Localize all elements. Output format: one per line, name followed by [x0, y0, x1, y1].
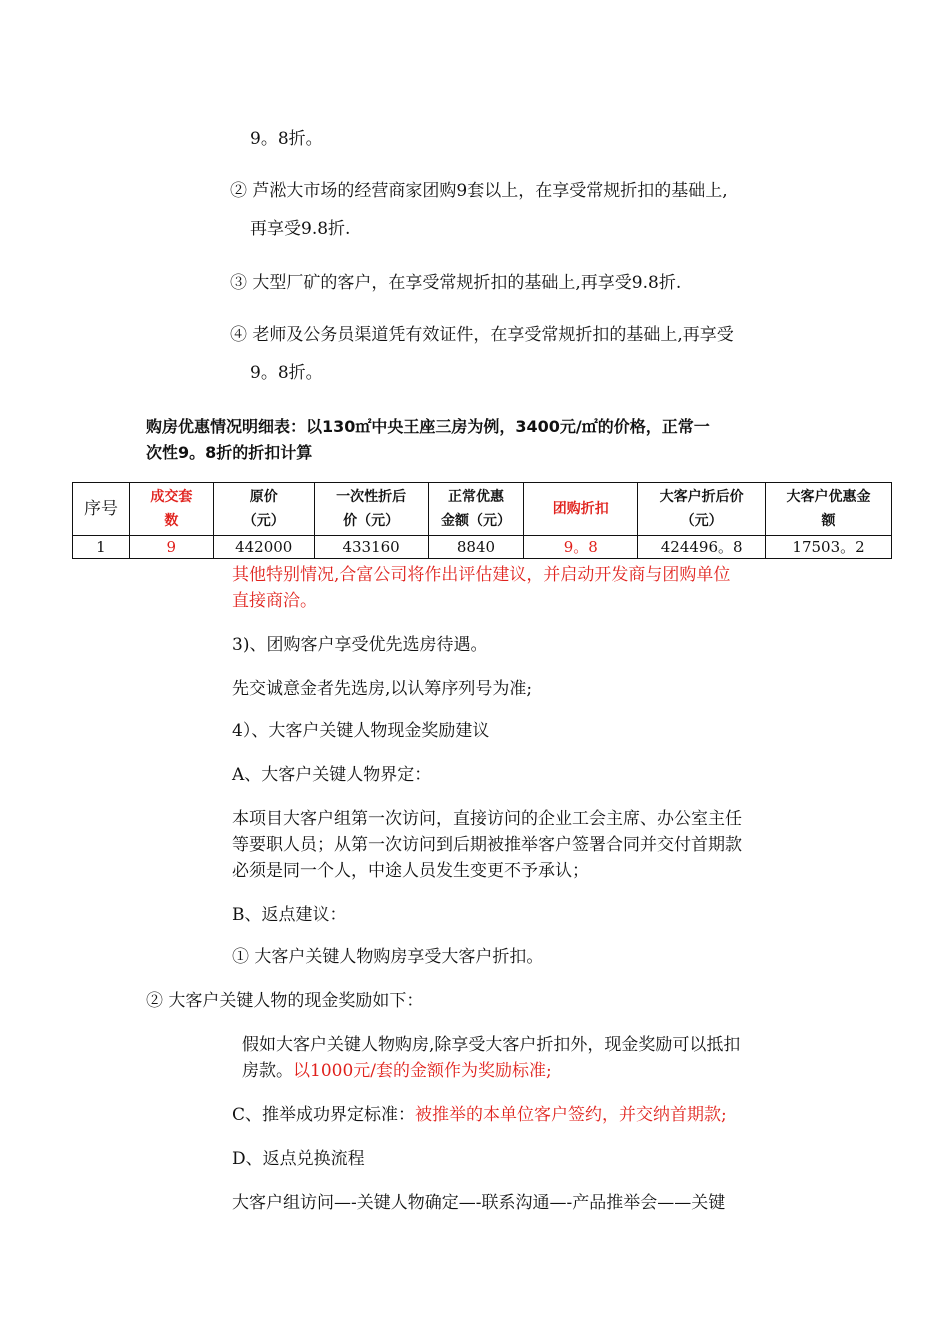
header-normal-discount: 正常优惠 金额（元）	[428, 483, 524, 536]
cell-normal-discount: 8840	[428, 536, 524, 559]
cell-deal-count: 9	[129, 536, 213, 559]
key-person-definition-line-1: 本项目大客户组第一次访问，直接访问的企业工会主席、办公室主任	[232, 809, 742, 829]
key-person-definition-heading: A、大客户关键人物界定：	[232, 765, 432, 785]
cell-index: 1	[73, 536, 130, 559]
reward-standard-text: 以1000元/套的金额作为奖励标准;	[293, 1061, 552, 1081]
reward-detail-line-2	[242, 1058, 552, 1084]
rebate-suggestion-heading: B、返点建议：	[232, 905, 347, 925]
cell-one-time-price: 433160	[314, 536, 428, 559]
cell-vip-discount-amount: 17503。2	[766, 536, 892, 559]
redemption-process-heading: D、返点兑换流程	[232, 1149, 365, 1169]
table-title-line-2: 次性9。8折的折扣计算	[146, 443, 313, 462]
cash-reward-heading: 4）、大客户关键人物现金奖励建议	[232, 721, 490, 741]
header-index: 序号	[73, 483, 130, 536]
header-vip-price: 大客户折后价 （元）	[638, 483, 766, 536]
table-header-row	[73, 483, 892, 536]
priority-selection-rule: 先交诚意金者先选房,以认筹序列号为准;	[232, 679, 533, 699]
cell-group-discount: 9。8	[524, 536, 638, 559]
header-original-price: 原价 （元）	[213, 483, 314, 536]
discount-item-4: ④ 老师及公务员渠道凭有效证件，在享受常规折扣的基础上,再享受	[230, 325, 734, 345]
rebate-item-2: ② 大客户关键人物的现金奖励如下：	[146, 991, 424, 1011]
key-person-definition-line-2: 等要职人员；从第一次访问到后期被推举客户签署合同并交付首期款	[232, 835, 742, 855]
special-note-line-1: 其他特别情况,合富公司将作出评估建议，并启动开发商与团购单位	[232, 565, 731, 585]
discount-item-2-continued: 再享受9.8折.	[250, 219, 351, 239]
success-criteria-value: 被推举的本单位客户签约，并交纳首期款;	[415, 1105, 727, 1125]
cell-vip-price: 424496。8	[638, 536, 766, 559]
redemption-process-flow: 大客户组访问—-关键人物确定—-联系沟通—-产品推举会——关键	[232, 1193, 726, 1213]
header-deal-count: 成交套 数	[129, 483, 213, 536]
rebate-item-1: ① 大客户关键人物购房享受大客户折扣。	[232, 947, 544, 967]
discount-item-4-continued: 9。8折。	[250, 363, 323, 383]
reward-detail-text: 房款。	[242, 1061, 293, 1081]
success-criteria-line	[232, 1102, 727, 1128]
table-title-line-1: 购房优惠情况明细表：以130㎡中央王座三房为例，3400元/㎡的价格，正常一	[146, 417, 710, 436]
cell-original-price: 442000	[213, 536, 314, 559]
success-criteria-label: C、推举成功界定标准：	[232, 1105, 416, 1125]
header-one-time-price: 一次性折后 价（元）	[314, 483, 428, 536]
discount-item-2: ② 芦淞大市场的经营商家团购9套以上，在享受常规折扣的基础上,	[230, 181, 728, 201]
header-vip-discount-amount: 大客户优惠金 额	[766, 483, 892, 536]
priority-selection-heading: 3)、团购客户享受优先选房待遇。	[232, 635, 488, 655]
reward-detail-line-1: 假如大客户关键人物购房,除享受大客户折扣外，现金奖励可以抵扣	[242, 1035, 741, 1055]
discount-item-3: ③ 大型厂矿的客户，在享受常规折扣的基础上,再享受9.8折.	[230, 273, 682, 293]
discount-table	[72, 482, 892, 559]
header-group-discount: 团购折扣	[524, 483, 638, 536]
discount-line-1-continued: 9。8折。	[250, 129, 323, 149]
table-row	[73, 536, 892, 559]
special-note-line-2: 直接商洽。	[232, 591, 317, 611]
key-person-definition-line-3: 必须是同一个人，中途人员发生变更不予承认；	[232, 861, 589, 881]
